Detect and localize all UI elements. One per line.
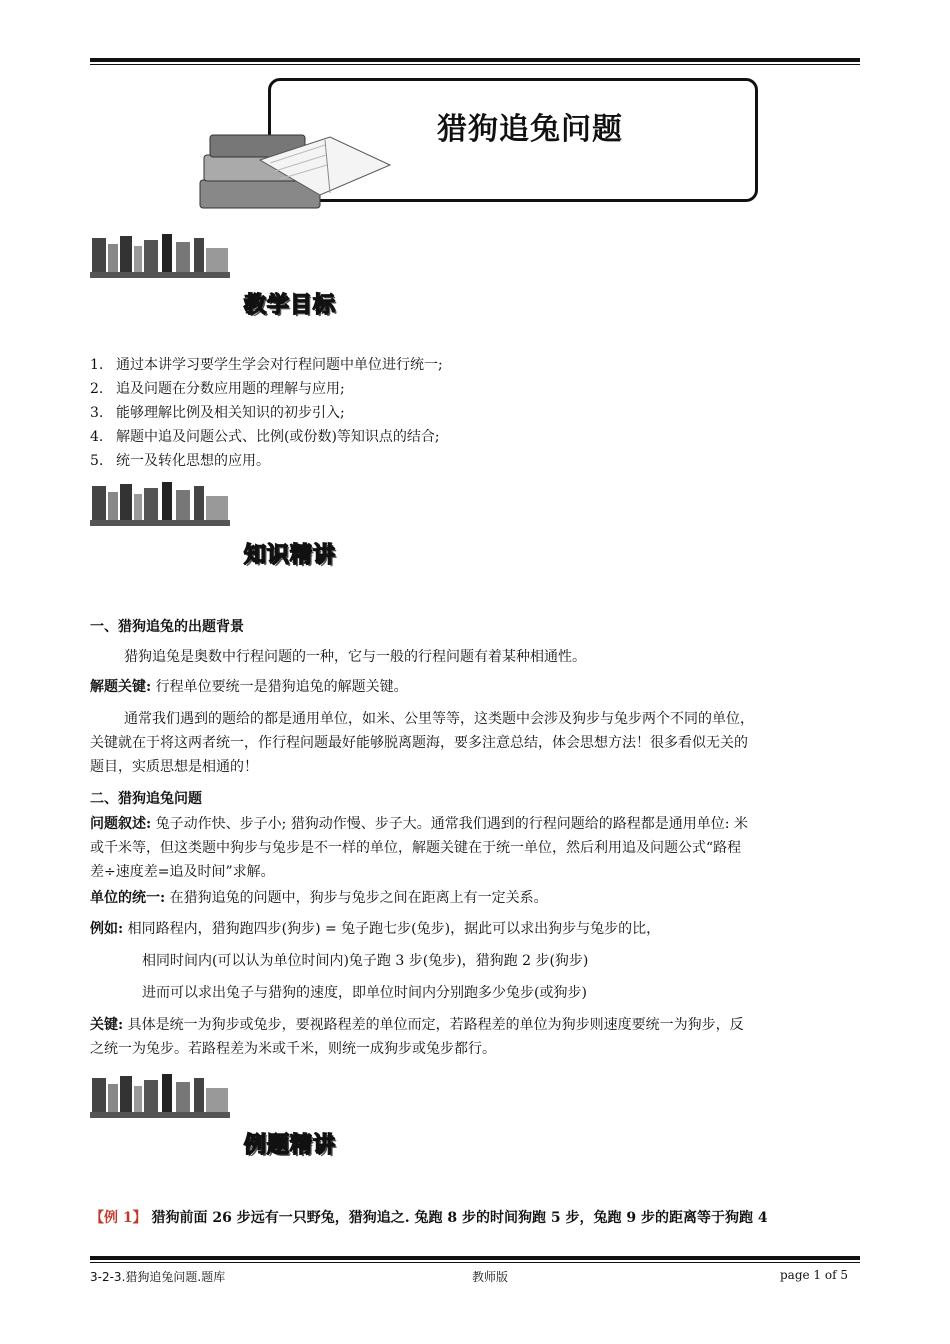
bookshelf-icon bbox=[90, 480, 230, 528]
key-point-1: 解题关键: 行程单位要统一是猎狗追兔的解题关键。 bbox=[90, 679, 408, 695]
example-note-line-2: 相同时间内(可以认为单位时间内)兔子跑 3 步(兔步)，猎狗跑 2 步(狗步) bbox=[142, 953, 589, 969]
top-rule-thin bbox=[90, 64, 860, 65]
knowledge-paragraph-2-line-1: 通常我们遇到的题给的都是通用单位，如米、公里等等，这类题中会涉及狗步与兔步两个不同的单位， bbox=[124, 711, 754, 727]
section-heading-examples: 例题精讲 bbox=[244, 1133, 337, 1158]
knowledge-paragraph-2-line-3: 题目，实质思想是相通的！ bbox=[90, 759, 258, 775]
footer-page-number: page 1 of 5 bbox=[780, 1268, 848, 1282]
example-note-line-3: 进而可以求出兔子与猎狗的速度，即单位时间内分别跑多少兔步(或狗步) bbox=[142, 985, 587, 1001]
books-stack-illustration bbox=[190, 125, 400, 215]
goal-item-3: 3. 能够理解比例及相关知识的初步引入; bbox=[90, 405, 345, 421]
key-point-2-line-2: 之统一为兔步。若路程差为米或千米，则统一成狗步或兔步都行。 bbox=[90, 1041, 496, 1057]
example-1-tag: 【例 1】 bbox=[90, 1210, 147, 1226]
footer-rule-thin bbox=[90, 1262, 860, 1263]
knowledge-heading-1: 一、猎狗追兔的出题背景 bbox=[90, 619, 244, 635]
footer-center: 教师版 bbox=[472, 1270, 509, 1284]
problem-statement-line-3: 差÷速度差=追及时间”求解。 bbox=[90, 864, 275, 880]
knowledge-paragraph-1: 猎狗追兔是奥数中行程问题的一种，它与一般的行程问题有着某种相通性。 bbox=[124, 649, 586, 665]
page-title: 猎狗追兔问题 bbox=[437, 112, 623, 147]
footer-left: 3-2-3.猎狗追兔问题.题库 bbox=[90, 1270, 226, 1284]
key-point-2-line-1: 关键: 具体是统一为狗步或兔步，要视路程差的单位而定，若路程差的单位为狗步则速度要统一为狗步，反 bbox=[90, 1017, 744, 1033]
goal-item-4: 4. 解题中追及问题公式、比例(或份数)等知识点的结合; bbox=[90, 429, 440, 445]
knowledge-paragraph-2-line-2: 关键就在于将这两者统一，作行程问题最好能够脱离题海，要多注意总结，体会思想方法！很多看似无关的 bbox=[90, 735, 748, 751]
example-note-line-1: 例如: 相同路程内，猎狗跑四步(狗步) = 兔子跑七步(兔步)，据此可以求出狗步与兔步的比， bbox=[90, 921, 661, 937]
example-1 bbox=[90, 1207, 860, 1227]
unit-unification: 单位的统一: 在猎狗追兔的问题中，狗步与兔步之间在距离上有一定关系。 bbox=[90, 890, 548, 906]
example-1-text: 猎狗前面 26 步远有一只野兔，猎狗追之. 兔跑 8 步的时间狗跑 5 步，兔跑 9 步的距离等于狗跑 4 bbox=[151, 1210, 768, 1226]
bookshelf-icon bbox=[90, 232, 230, 280]
section-heading-goals: 教学目标 bbox=[244, 293, 337, 318]
bookshelf-icon bbox=[90, 1072, 230, 1120]
knowledge-heading-2: 二、猎狗追兔问题 bbox=[90, 791, 202, 807]
section-heading-knowledge: 知识精讲 bbox=[244, 543, 337, 568]
goal-item-1: 1. 通过本讲学习要学生学会对行程问题中单位进行统一; bbox=[90, 357, 443, 373]
goal-item-5: 5. 统一及转化思想的应用。 bbox=[90, 453, 270, 469]
top-rule-thick bbox=[90, 58, 860, 62]
problem-statement-line-1: 问题叙述: 兔子动作快、步子小; 猎狗动作慢、步子大。通常我们遇到的行程问题给的路程都是通用单位: 米 bbox=[90, 816, 748, 832]
problem-statement-line-2: 或千米等，但这类题中狗步与兔步是不一样的单位，解题关键在于统一单位，然后利用追及问题公式“路程 bbox=[90, 840, 742, 856]
goal-item-2: 2. 追及问题在分数应用题的理解与应用; bbox=[90, 381, 345, 397]
footer-rule-thick bbox=[90, 1256, 860, 1260]
